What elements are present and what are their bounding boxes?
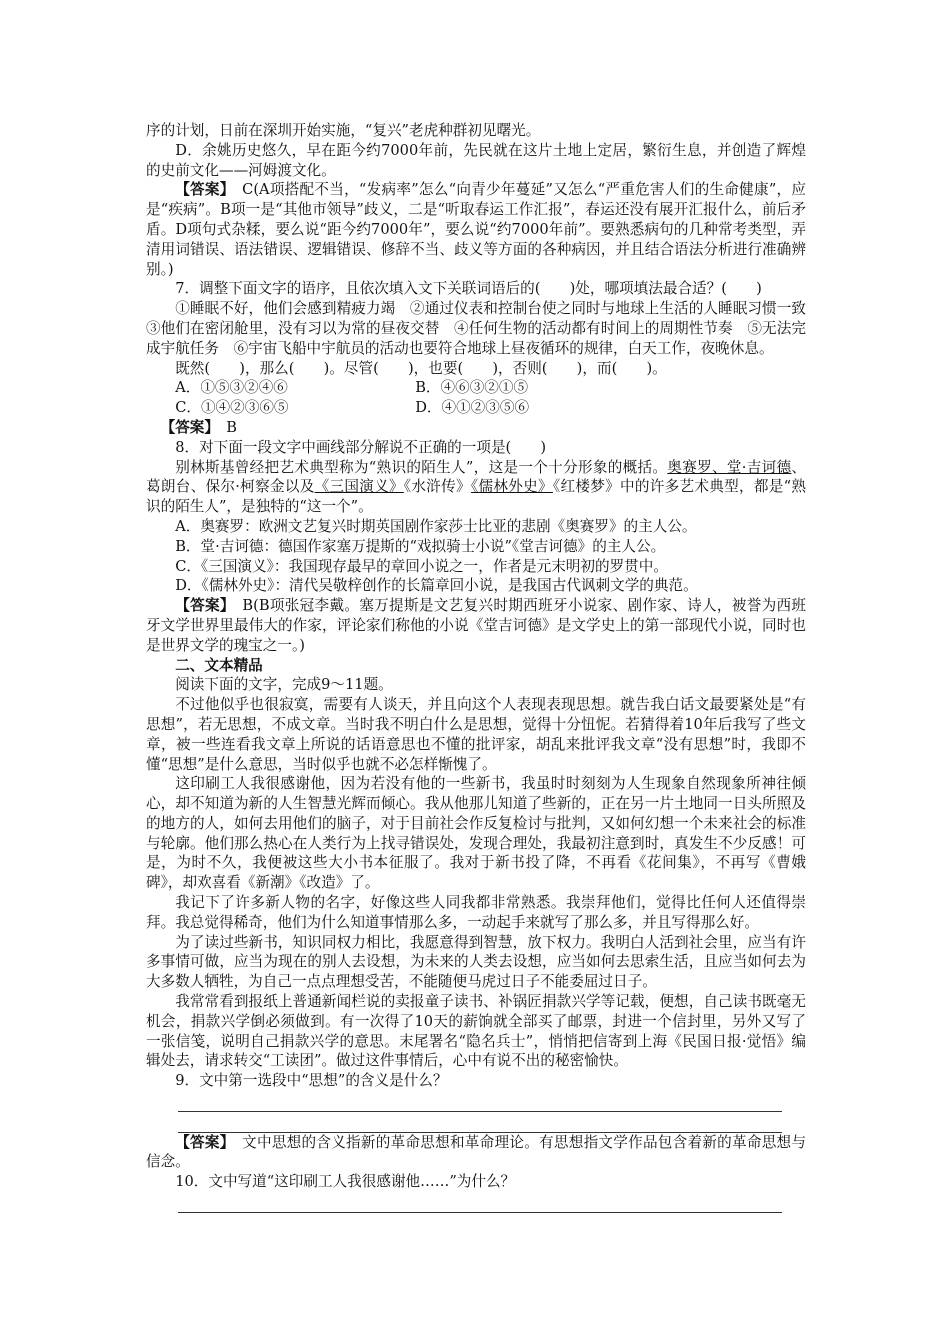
answer-8 <box>146 596 806 655</box>
answer-text: 文中思想的含义指新的革命思想和革命理论。有思想指文学作品包含着新的革命思想与信念。 <box>146 1133 806 1171</box>
option-c: C．①④②③⑥⑤ <box>175 399 289 417</box>
answer-text: B(B项张冠李戴。塞万提斯是文艺复兴时期西班牙小说家、剧作家、诗人，被誉为西班牙文学世界里最伟大的作家，评论家们称他的小说《堂吉诃德》是文学史上的第一部现代小说，同时也是世界文学的瑰宝之一。) <box>146 597 806 654</box>
passage-text: 别林斯基曾经把艺术典型称为“熟识的陌生人”，这是一个十分形象的概括。 <box>175 458 668 476</box>
option-a: A．奥赛罗：欧洲文艺复兴时期英国剧作家莎士比亚的悲剧《奥赛罗》的主人公。 <box>175 517 697 535</box>
underlined-text: 《儒林外史》 <box>470 478 553 496</box>
answer-label: 【答案】 <box>175 181 228 199</box>
question-7-body: ①睡眠不好，他们会感到精疲力竭 ②通过仪表和控制台使之同时与地球上生活的人睡眠习惯一致 ③他们在密闭舱里，没有习以为常的昼夜交替 ④任何生物的活动都有时间上的周期性节奏 ⑤无法完成宇航任务 ⑥宇宙飞船中宇航员的活动也要符合地球上昼夜循环的规律，白天工作，夜晚休息。 <box>146 300 821 357</box>
underlined-text: 奥赛罗、堂·吉诃德 <box>667 458 792 476</box>
option-a: A．①⑤③②④⑥ <box>175 379 288 397</box>
section-heading: 二、文本精品 <box>175 656 263 674</box>
passage-paragraph: 我常常看到报纸上普通新闻栏说的卖报童子读书、补锅匠捐款兴学等记载，便想，自己读书既毫无机会，捐款兴学倒必须做到。有一次得了10天的薪饷就全部买了邮票，封进一个信封里，另外又写了一张信笺，说明自己捐款兴学的意思。末尾署名“隐名兵士”，悄悄把信寄到上海《民国日报·觉悟》编辑处去，请求转交“工读团”。做过这件事情后，心中有说不出的秘密愉快。 <box>146 993 806 1070</box>
document-page <box>146 121 821 1213</box>
passage-paragraph: 不过他似乎也很寂寞，需要有人谈天，并且向这个人表现表现思想。就告我白话文最要紧处是“有思想”，若无思想，不成文章。当时我不明白什么是思想，觉得十分忸怩。若猜得着10年后我写了些文章，被一些连看我文章上所说的话语意思也不懂的批评家，胡乱来批评我文章“没有思想”时，我即不懂“思想”是什么意思，当时似乎也就不必怎样惭愧了。 <box>146 696 806 773</box>
answer-line <box>178 1091 782 1112</box>
option-d: D．④①②③⑤⑥ <box>415 399 530 417</box>
passage-text: 、葛朗台、保尔·柯察金以及 <box>146 458 806 496</box>
question-7-fill: 既然( )，那么( )。尽管( )，也要( )，否则( )，而( )。 <box>175 359 667 377</box>
passage-text: 《红楼梦》中的许多艺术典型，都是“熟识的陌生人”，是独特的“这一个”。 <box>146 478 806 516</box>
passage-text: 《水浒传》 <box>403 478 471 496</box>
answer-label: 【答案】 <box>175 1133 228 1151</box>
question-7: 7．调整下面文字的语序，且依次填入文下关联词语后的( )处，哪项填法最合适？( ) <box>175 280 762 298</box>
options-row <box>146 398 806 418</box>
option-b: B．堂·吉诃德：德国作家塞万提斯的“戏拟骑士小说”《堂吉诃德》的主人公。 <box>175 537 666 555</box>
reading-intro: 阅读下面的文字，完成9～11题。 <box>175 676 393 694</box>
answer-9 <box>146 1133 806 1173</box>
answer-label: 【答案】 <box>160 418 212 436</box>
question-8: 8．对下面一段文字中画线部分解说不正确的一项是( ) <box>175 438 547 456</box>
answer-label: 【答案】 <box>175 597 228 615</box>
passage-paragraph: 这印刷工人我很感谢他，因为若没有他的一些新书，我虽时时刻刻为人生现象自然现象所神往倾心，却不知道为新的人生智慧光辉而倾心。我从他那儿知道了些新的，正在另一片土地同一日头所照及的地方的人，如何去用他们的脑子，对于目前社会作反复检讨与批判，又如何幻想一个未来社会的标准与轮廓。他们那么热心在人类行为上找寻错误处，发现合理处，我最初注意到时，真发生不少反感！可是，为时不久，我便被这些大小书本征服了。我对于新书投了降，不再看《花间集》，不再写《曹娥碑》，却欢喜看《新潮》《改造》了。 <box>146 775 806 892</box>
text-line: 序的计划，日前在深圳开始实施，“复兴”老虎种群初见曙光。 <box>146 122 541 139</box>
options-row <box>146 378 806 398</box>
option-b: B．④⑥③②①⑤ <box>415 379 529 397</box>
option-d: D．《儒林外史》：清代吴敬梓创作的长篇章回小说，是我国古代讽刺文学的典范。 <box>175 577 698 595</box>
answer-line <box>178 1112 782 1133</box>
answer-text: C(A项搭配不当，“发病率”怎么“向青少年蔓延”又怎么“严重危害人们的生命健康”，应是“疾病”。B项一是“其他市领导”歧义，二是“听取春运工作汇报”，春运还没有展开汇报什么，前后矛盾。D项句式杂糅，要么说“距今约7000年”，要么说“约7000年前”。要熟悉病句的几种常考类型，弄清用词错误、语法错误、逻辑错误、修辞不当、歧义等方面的各种病因，并且结合语法分析进行准确辨别。) <box>146 181 807 278</box>
answer-6 <box>146 180 806 279</box>
option-c: C．《三国演义》：我国现存最早的章回小说之一，作者是元末明初的罗贯中。 <box>175 557 668 575</box>
answer-7 <box>146 418 806 438</box>
answer-line <box>178 1192 782 1213</box>
question-8-passage <box>146 458 806 517</box>
passage-paragraph: 我记下了许多新人物的名字，好像这些人同我都非常熟悉。我崇拜他们，觉得比任何人还值得崇拜。我总觉得稀奇，他们为什么知道事情那么多，一动起手来就写了那么多，并且写得那么好。 <box>146 894 806 931</box>
answer-text: B <box>211 418 237 436</box>
underlined-text: 《三国演义》 <box>314 478 404 496</box>
question-9: 9．文中第一选段中“思想”的含义是什么？ <box>175 1072 448 1090</box>
passage-paragraph: 为了读过些新书，知识同权力相比，我愿意得到智慧，放下权力。我明白人活到社会里，应当有许多事情可做，应当为现在的别人去设想，为未来的人类去设想，应当如何去思索生活，且应当如何去为大多数人牺牲，为自己一点点理想受苦，不能随便马虎过日子不能委屈过日子。 <box>146 933 806 991</box>
option-d: D．余姚历史悠久，早在距今约7000年前，先民就在这片土地上定居，繁衍生息，并创造了辉煌的史前文化——河姆渡文化。 <box>146 141 806 179</box>
question-10: 10．文中写道“这印刷工人我很感谢他……”为什么？ <box>175 1173 516 1191</box>
